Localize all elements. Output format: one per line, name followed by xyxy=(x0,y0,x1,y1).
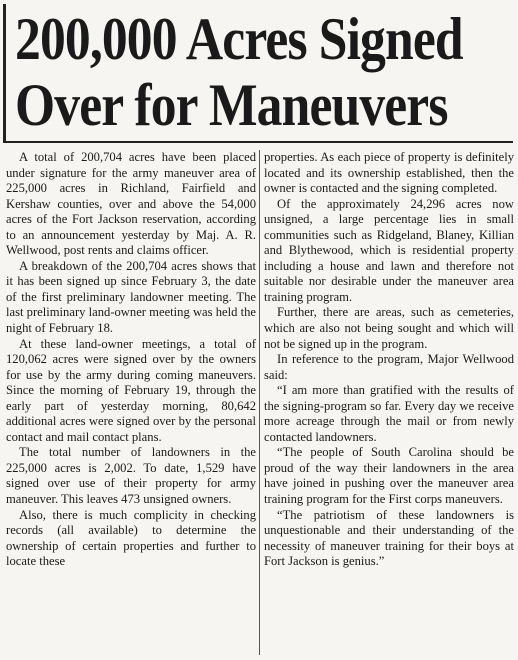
column-divider xyxy=(259,150,260,655)
paragraph: Also, there is much complicity in checking records (all available) to determine the ownership of certain properties and further to locate these xyxy=(6,507,256,569)
headline xyxy=(15,6,463,138)
article-column-right xyxy=(264,150,514,570)
article-column-left xyxy=(6,150,256,570)
paragraph: In reference to the program, Major Wellwood said: xyxy=(264,352,514,382)
paragraph: A total of 200,704 acres have been placed under signature for the army maneuver area of 225,000 acres in Richland, Fairfield and Kershaw counties, over and above the 54,000 acres of the Fort Jackson reservation, according to an announcement yesterday by Maj. A. R. Wellwood, post rents and claims officer. xyxy=(6,150,256,258)
paragraph: properties. As each piece of property is definitely located and its ownership established, then the owner is contacted and the signing completed. xyxy=(264,150,514,196)
paragraph: A breakdown of the 200,704 acres shows that it has been signed up since February 3, the date of the first preliminary landowner meeting. The last preliminary land-owner meeting was held the night of February 18. xyxy=(6,258,256,336)
headline-box xyxy=(3,4,513,143)
paragraph: Of the approximately 24,296 acres now unsigned, a large percentage lies in small communities such as Ridgeland, Blaney, Killian and Blythewood, which is residential property including a house and lawn and therefore not suitable nor desirable under the maneuver area training program. xyxy=(264,196,514,304)
paragraph: At these land-owner meetings, a total of 120,062 acres were signed over by the owners for use by the army during coming maneuvers. Since the morning of February 19, through the early part of yesterday morning, 80,642 additional acres were signed over by the personal contact and mail contact plans. xyxy=(6,336,256,444)
paragraph: “I am more than gratified with the results of the signing-program so far. Every day we receive more acreage through the mail or from newly contacted landowners. xyxy=(264,383,514,444)
paragraph: The total number of landowners in the 225,000 acres is 2,002. To date, 1,529 have signed over use of their property for army maneuver. This leaves 473 unsigned owners. xyxy=(6,445,256,507)
paragraph: “The patriotism of these landowners is unquestionable and their understanding of the necessity of maneuver training for their boys at Fort Jackson is genius.” xyxy=(264,507,514,569)
headline-line-2: Over for Maneuvers xyxy=(15,72,448,138)
paragraph: “The people of South Carolina should be proud of the way their landowners in the area have joined in pushing over the maneuver area training program for the First corps maneuvers. xyxy=(264,445,514,507)
paragraph: Further, there are areas, such as cemeteries, which are also not being sought and which will not be signed up in the program. xyxy=(264,305,514,351)
headline-line-1: 200,000 Acres Signed xyxy=(15,6,463,72)
